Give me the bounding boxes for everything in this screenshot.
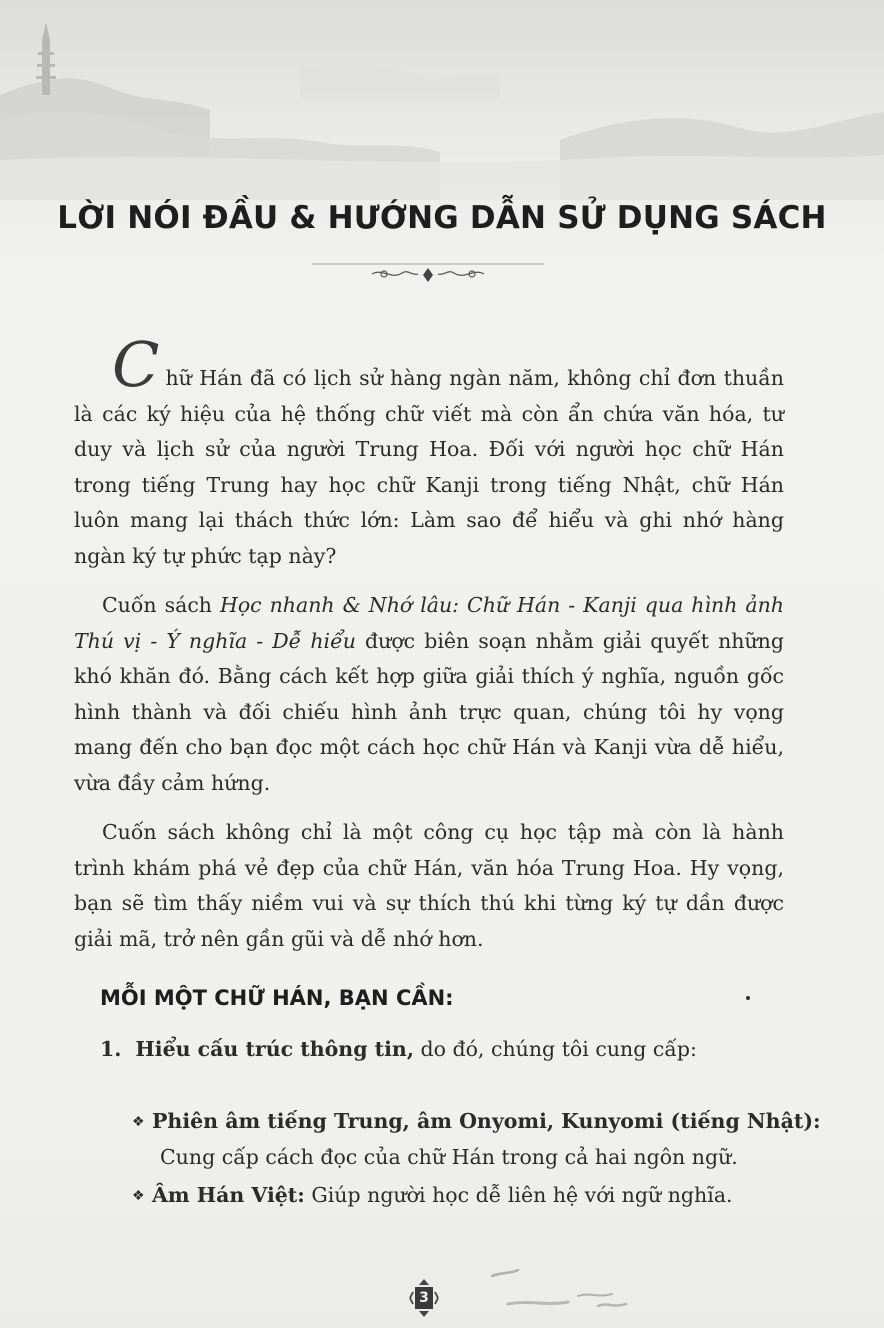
list-item-1	[100, 1037, 697, 1061]
diamond-bullet-icon: ❖	[132, 1114, 145, 1130]
page-title: LỜI NÓI ĐẦU & HƯỚNG DẪN SỬ DỤNG SÁCH	[57, 200, 827, 236]
bullet-item-2	[132, 1178, 733, 1214]
book-title-italic: Học nhanh & Nhớ lâu: Chữ Hán - Kanji qua hình ảnh Thú vị - Ý nghĩa - Dễ hiểu	[74, 593, 784, 653]
intro-paragraph-3: Cuốn sách không chỉ là một công cụ học tập mà còn là hành trình khám phá vẻ đẹp của chữ Hán, văn hóa Trung Hoa. Hy vọng, bạn sẽ tìm thấy niềm vui và sự thích thú khi từng ký tự dần được giải mã, trở nên gần gũi và dễ nhớ hơn.	[74, 820, 784, 951]
diamond-bullet-icon: ❖	[132, 1188, 145, 1204]
drop-cap-letter: C	[112, 328, 160, 401]
stray-dot	[746, 996, 750, 1000]
section-heading: MỖI MỘT CHỮ HÁN, BẠN CẦN:	[100, 986, 454, 1010]
page-number: 3	[415, 1287, 433, 1309]
bullet-1-text: Cung cấp cách đọc của chữ Hán trong cả hai ngôn ngữ.	[160, 1145, 738, 1169]
mountain-landscape-illustration	[0, 0, 884, 200]
brush-stroke-decoration	[488, 1262, 638, 1322]
intro-paragraph-2	[74, 588, 784, 801]
bullet-1-bold: Phiên âm tiếng Trung, âm Onyomi, Kunyomi (tiếng Nhật):	[152, 1109, 821, 1133]
p2-end: được biên soạn nhằm giải quyết những khó khăn đó. Bằng cách kết hợp giữa giải thích ý nghĩa, nguồn gốc hình thành và đối chiếu hình ảnh trực quan, chúng tôi hy vọng mang đến cho bạn đọc một cách học chữ Hán và Kanji vừa dễ hiểu, vừa đầy cảm hứng.	[74, 628, 784, 795]
bullet-item-1	[132, 1104, 821, 1175]
intro-paragraph-1-text: hữ Hán đã có lịch sử hàng ngàn năm, không chỉ đơn thuần là các ký hiệu của hệ thống chữ viết mà còn ẩn chứa văn hóa, tư duy và lịch sử của người Trung Hoa. Đối với người học chữ Hán trong tiếng Trung hay học chữ Kanji trong tiếng Nhật, chữ Hán luôn mang lại thách thức lớn: Làm sao để hiểu và ghi nhớ hàng ngàn ký tự phức tạp này?	[74, 366, 784, 568]
p2-start: Cuốn sách	[102, 593, 220, 617]
list-item-1-rest: do đó, chúng tôi cung cấp:	[413, 1037, 697, 1061]
list-number: 1.	[100, 1037, 122, 1061]
title-ornament-divider	[312, 258, 544, 288]
list-item-1-bold: Hiểu cấu trúc thông tin,	[135, 1037, 414, 1061]
page-number-badge	[404, 1278, 444, 1318]
bullet-2-text: Giúp người học dễ liên hệ với ngữ nghĩa.	[304, 1183, 733, 1207]
intro-paragraph-1	[74, 328, 784, 574]
bullet-2-bold: Âm Hán Việt:	[152, 1183, 305, 1207]
